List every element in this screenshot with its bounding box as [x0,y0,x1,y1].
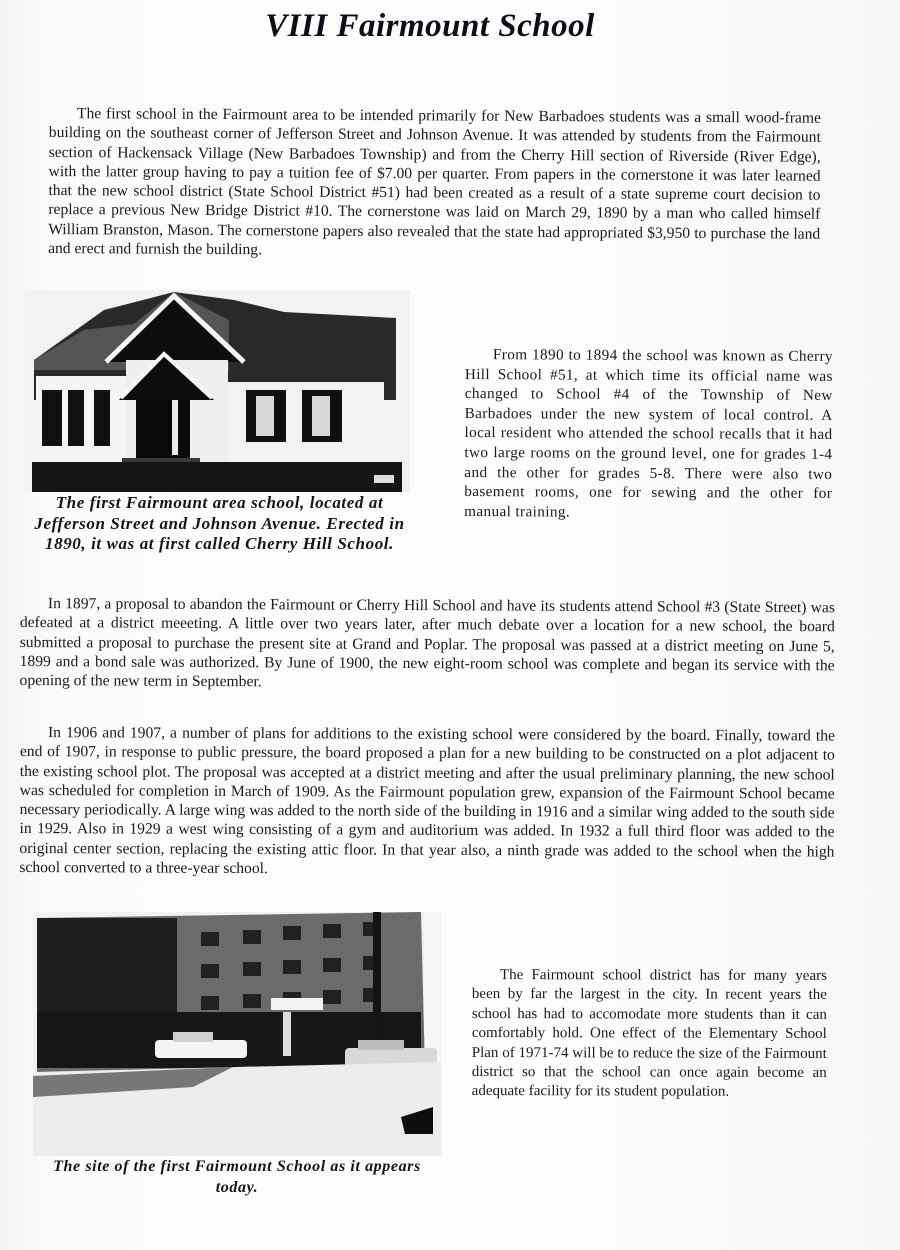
intro-paragraph: The first school in the Fairmount area to be intended primarily for New Barbadoes students was a small wood-frame building on the southeast corner of Jefferson Street and Johnson Avenue. It was attended by students from the Fairmount section of Hackensack Village (New Barbadoes Township) and from the Cherry Hill section of Riverside (River Edge), with the latter group having to pay a tuition fee of $7.00 per quarter. From papers in the cornerstone it was later learned that the new school district (State School District #51) had been created as a result of a state supreme court decision to replace a previous New Bridge District #10. The cornerstone was laid on March 29, 1890 by a man who called himself William Branston, Mason. The cornerstone papers also revealed that the state had appropriated $3,950 to purchase the land and erect and furnish the building. [48,104,821,258]
site-today-photo-caption: The site of the first Fairmount School as it appears today. [53,1158,421,1196]
site-today-photo [33,912,441,1156]
proposal-1897-paragraph: In 1897, a proposal to abandon the Fairmount or Cherry Hill School and have its students attend School #3 (State Street) was defeated at a district meeeting. A little over two years later, after much debate over a location for a new school, the board submitted a proposal to purchase the present site at Grand and Poplar. The proposal was passed at a district meeting on June 5, 1899 and a bond sale was authorized. By June of 1900, the new eight-room school was complete and began its service with the opening of the new term in September. [19,594,835,691]
district-today-paragraph: The Fairmount school district has for many years been by far the largest in the city. In recent years the school has had to accomodate more students than it can comfortably hold. One effect of the Elementary School Plan of 1971-74 will be to reduce the size of the Fairmount district so that the school can once again become an adequate facility for its student population. [471,967,827,1101]
apartment-street-illustration [33,912,441,1156]
schoolhouse-photo-caption: The first Fairmount area school, located at Jefferson Street and Johnson Avenue. Erected in 1890, it was at first called Cherry Hill School. [34,493,405,553]
old-schoolhouse-photo [24,290,410,492]
cherry-hill-paragraph: From 1890 to 1894 the school was known as Cherry Hill School #51, at which time its official name was changed to School #4 of the Township of New Barbadoes under the new system of local control. A local resident who attended the school recalls that it had two large rooms on the ground level, one for grades 1-4 and the other for grades 5-8. There were also two basement rooms, one for sewing and the other for manual training. [464,346,833,521]
schoolhouse-illustration [24,290,410,492]
additions-1906-paragraph: In 1906 and 1907, a number of plans for additions to the existing school were considered by the board. Finally, toward the end of 1907, in response to public pressure, the board proposed a plan for a new building to be constructed on a plot adjacent to the existing school plot. The proposal was accepted at a district meeting and after the usual preliminary planning, the new school was scheduled for completion in March of 1909. As the Fairmount population grew, expansion of the Fairmount School became necessary periodically. A large wing was added to the north side of the building in 1916 and a similar wing added to the south side in 1929. Also in 1929 a west wing consisting of a gym and auditorium was added. In 1932 a full third floor was added to the original center section, replacing the existing attic floor. In that year also, a ninth grade was added to the school when the high school converted to a three-year school. [19,723,835,877]
page-title: VIII Fairmount School [265,8,595,44]
